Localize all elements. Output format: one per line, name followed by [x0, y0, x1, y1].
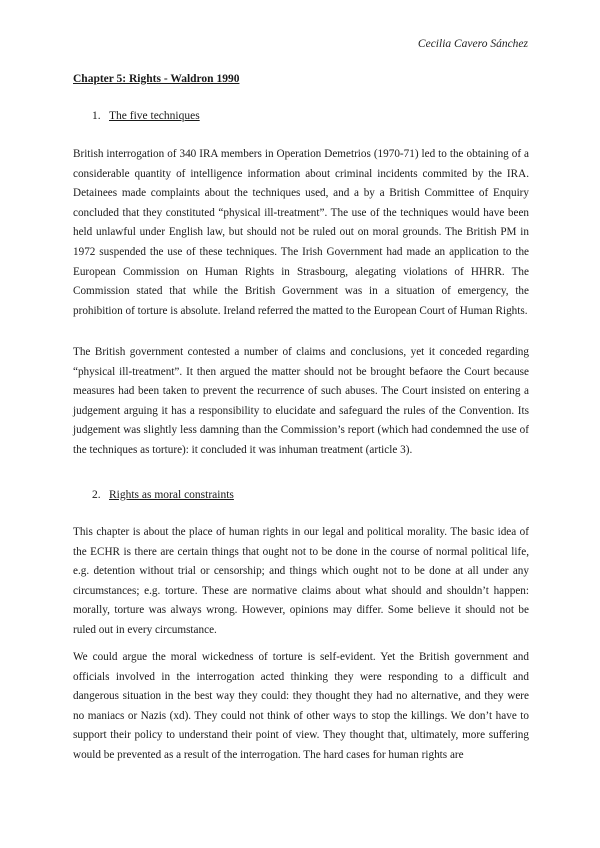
section-number: 1.: [92, 110, 101, 122]
paragraph: British interrogation of 340 IRA members in Operation Demetrios (1970-71) led to the obtaining of a considerable quantity of intelligence information about criminal incidents commited by the IRA. Detainees made complaints about the techniques used, and a by a British Committee of Enquiry concluded that they constituted “physical ill-treatment”. The use of the techniques would have been held unlawful under English law, but should not be ruled out on moral grounds. The British PM in 1972 suspended the use of these techniques. The Irish Government had made an application to the European Commission on Human Rights in Strasbourg, alegating violations of HHRR. The Commission stated that while the British Government was in a situation of emergency, the prohibition of torture is absolute. Ireland referred the matted to the European Court of Human Rights.: [73, 148, 529, 317]
section-number: 2.: [92, 489, 101, 501]
chapter-title: Chapter 5: Rights - Waldron 1990: [73, 73, 240, 85]
paragraph: The British government contested a number of claims and conclusions, yet it conceded regarding “physical ill-treatment”. It then argued the matter should not be brought befaore the Court because measures had been taken to prevent the recurrence of such abuses. The Court insisted on entering a judgement arguing it has a responsibility to elucidate and safeguard the rules of the Convention. Its judgement was slightly less damning than the Commission’s report (which had condemned the use of the techniques as torture): it concluded it was inhuman treatment (article 3).: [73, 346, 529, 456]
section-heading-five-techniques: [92, 110, 200, 122]
section-title: Rights as moral constraints: [109, 489, 234, 501]
section-title: The five techniques: [109, 110, 200, 122]
section-heading-rights-moral-constraints: [92, 489, 234, 501]
author-header: Cecilia Cavero Sánchez: [417, 38, 528, 50]
paragraph: We could argue the moral wickedness of torture is self-evident. Yet the British government and officials involved in the interrogation acted thinking they were responding to a difficult and dangerous situation in the best way they could: they thought they had no alternative, and they were no maniacs or Nazis (xd). They could not think of other ways to stop the killings. We don’t have to support their policy to understand their point of view. They thought that, ultimately, more suffering would be prevented as a result of the interrogation. The hard cases for human rights are: [73, 651, 529, 761]
paragraph: This chapter is about the place of human rights in our legal and political morality. The basic idea of the ECHR is there are certain things that ought not to be done in the course of normal political life, e.g. detention without trial or censorship; and things which ought not to be done at all under any circumstances; e.g. torture. These are normative claims about what should and shouldn’t happen: morally, torture was always wrong. However, opinions may differ. Some believe it should not be ruled out in every circumstance.: [73, 526, 529, 636]
